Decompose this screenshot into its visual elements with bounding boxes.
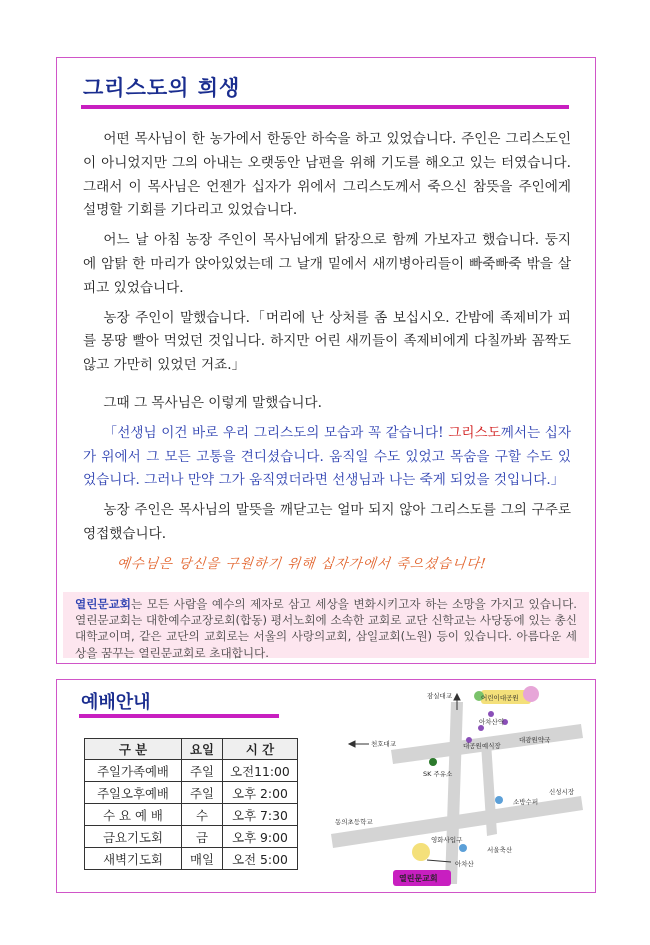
map-label-acha: 아차산 bbox=[455, 860, 474, 868]
church-location-map bbox=[331, 684, 587, 890]
map-label-school: 동의초등학교 bbox=[335, 818, 373, 826]
story-section bbox=[56, 57, 596, 664]
story-paragraph-3: 농장 주인이 말했습니다.「머리에 난 상처를 좀 보십시오. 간밤에 족제비가 피를 몽땅 빨아 먹었던 것입니다. 하지만 어린 새끼들이 족제비에게 다칠까봐 꼼짝도 않고 가만히 있었던 거죠.」 bbox=[83, 309, 571, 374]
map-label-pharmacy: 대광원약국 bbox=[519, 736, 551, 744]
title-underline bbox=[81, 105, 569, 109]
church-intro-box bbox=[63, 592, 589, 658]
service-day: 매일 bbox=[182, 848, 223, 870]
story-paragraph-4: 그때 그 목사님은 이렇게 말했습니다. bbox=[103, 394, 322, 411]
map-label-subway: 영화사입구 bbox=[431, 836, 463, 844]
header-category: 구 분 bbox=[85, 739, 182, 760]
service-day: 주일 bbox=[182, 760, 223, 782]
header-day: 요일 bbox=[182, 739, 223, 760]
story-paragraph-1: 어떤 목사님이 한 농가에서 한동안 하숙을 하고 있었습니다. 주인은 그리스도인이 아니었지만 그의 아내는 오랫동안 남편을 위해 기도를 해오고 있는 터였습니다. 그래서 이 목사님은 언젠가 십자가 위에서 그리스도께서 죽으신 참뜻을 주인에게 설명할 기회를 기다리고 있었습니다. bbox=[83, 131, 571, 219]
map-label-gas: SK 주유소 bbox=[423, 770, 453, 778]
map-label-market: 신성시장 bbox=[549, 788, 575, 796]
service-day: 금 bbox=[182, 826, 223, 848]
service-day: 주일 bbox=[182, 782, 223, 804]
table-row bbox=[85, 826, 298, 848]
handwritten-message: 예수님은 당신을 구원하기 위해 십자가에서 죽으셨습니다! bbox=[115, 556, 488, 572]
map-label-hospital: 대공원예식장 bbox=[463, 742, 501, 750]
story-title: 그리스도의 희생 bbox=[83, 76, 241, 100]
service-name: 주일오후예배 bbox=[85, 782, 182, 804]
service-name: 새벽기도회 bbox=[85, 848, 182, 870]
worship-info-section bbox=[56, 679, 596, 893]
worship-title: 예배안내 bbox=[81, 692, 151, 713]
service-time: 오후 2:00 bbox=[223, 782, 298, 804]
service-time: 오후 9:00 bbox=[223, 826, 298, 848]
table-row bbox=[85, 760, 298, 782]
map-label-church: 열린문교회 bbox=[399, 874, 438, 883]
map-label-bridge: 잠실대교 bbox=[427, 692, 453, 700]
table-row bbox=[85, 848, 298, 870]
table-row bbox=[85, 804, 298, 826]
table-header-row bbox=[85, 739, 298, 760]
church-name: 열린문교회 bbox=[75, 597, 131, 611]
quote-part-1: 「선생님 이건 바로 우리 그리스도의 모습과 꼭 같습니다! bbox=[103, 424, 449, 441]
worship-schedule-table bbox=[84, 738, 298, 870]
service-time: 오전 5:00 bbox=[223, 848, 298, 870]
map-label-park: 어린이대공원 bbox=[481, 694, 519, 702]
map-label-station: 아차산역 bbox=[479, 718, 505, 726]
table-row bbox=[85, 782, 298, 804]
story-closing: 농장 주인은 목사님의 말뜻을 깨닫고는 얼마 되지 않아 그리스도를 그의 구주로 영접했습니다. bbox=[83, 502, 571, 542]
service-name: 금요기도회 bbox=[85, 826, 182, 848]
map-label-fire: 소방수퍼 bbox=[513, 798, 539, 806]
map-label-sewer: 서울축산 bbox=[487, 846, 513, 854]
story-body bbox=[83, 128, 571, 547]
map-road-vertical bbox=[445, 702, 463, 884]
service-time: 오후 7:30 bbox=[223, 804, 298, 826]
quote-highlight: 그리스도 bbox=[448, 424, 501, 441]
worship-title-underline bbox=[79, 714, 279, 718]
map-label-road1: 천호대교 bbox=[371, 740, 397, 748]
church-intro-text: 는 모든 사람을 예수의 제자로 삼고 세상을 변화시키고자 하는 소망을 가지고 있습니다. 열린문교회는 대한예수교장로회(합동) 평서노회에 소속한 교회로 교단 신학교는 사당동에 있는 총신대학교이며, 같은 교단의 교회로는 서울의 사랑의교회, 삼일교회(노원) 등이 있습니다. 아름다운 세상을 꿈꾸는 열린문교회로 초대합니다. bbox=[75, 597, 577, 660]
service-day: 수 bbox=[182, 804, 223, 826]
service-time: 오전11:00 bbox=[223, 760, 298, 782]
service-name: 수 요 예 배 bbox=[85, 804, 182, 826]
story-paragraph-2: 어느 날 아침 농장 주인이 목사님에게 닭장으로 함께 가보자고 했습니다. 둥지에 암탉 한 마리가 앉아있었는데 그 날개 밑에서 새끼병아리들이 빠죽빠죽 밖을 살피고 있었습니다. bbox=[83, 232, 571, 296]
map-roads bbox=[331, 702, 583, 884]
service-name: 주일가족예배 bbox=[85, 760, 182, 782]
header-time: 시 간 bbox=[223, 739, 298, 760]
story-quote bbox=[83, 422, 571, 493]
arrow-icon bbox=[349, 694, 460, 747]
quote-part-2: 께서는 십자가 위에서 그 모든 고통을 견디셨습니다. 움직일 수도 있었고 목숨을 구할 수도 있었습니다. 그러나 만약 그가 움직였더라면 선생님과 나는 죽게 되었을 것입니다.」 bbox=[83, 424, 571, 489]
